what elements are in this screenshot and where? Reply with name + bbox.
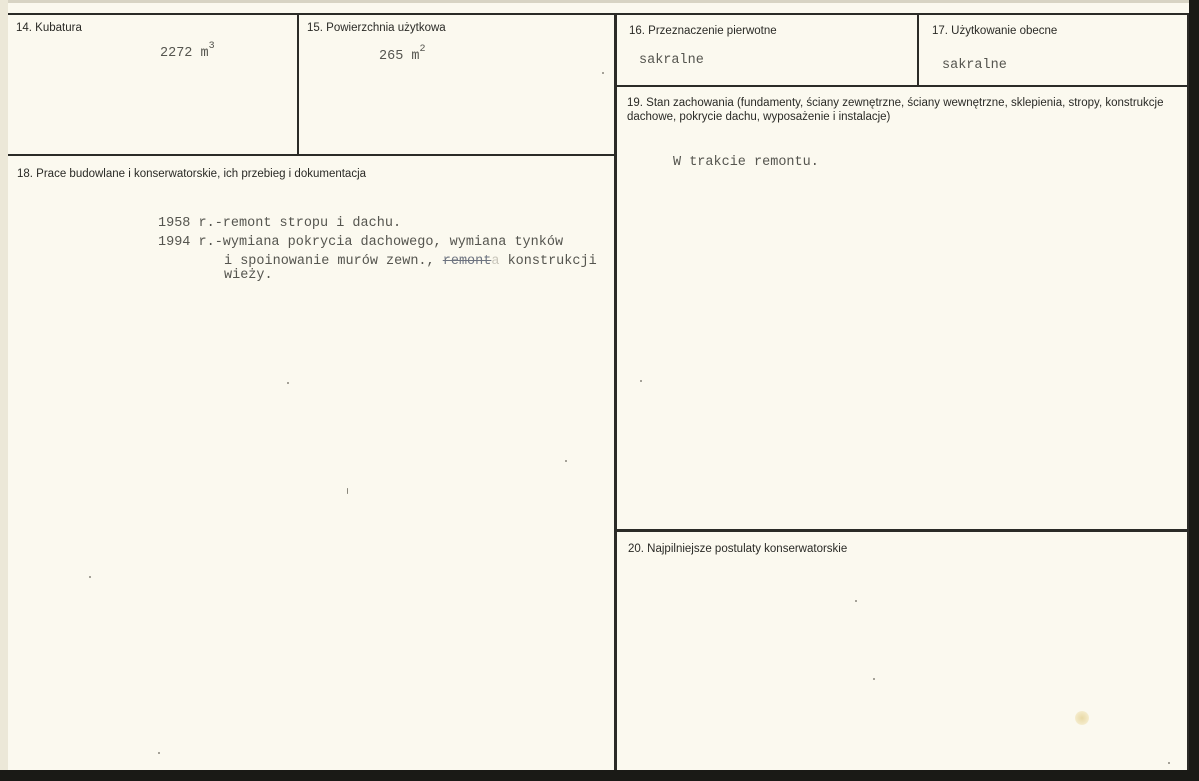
field-18-line-3-text: i spoinowanie murów zewn., [224,254,435,269]
field-18-line-3-end: konstrukcji [507,254,597,269]
field-16-label: 16. Przeznaczenie pierwotne [629,25,777,37]
paper-speck [287,382,289,384]
field-14-exponent: 3 [208,41,215,52]
field-15-exponent: 2 [419,44,426,55]
card-right-edge [1189,0,1199,781]
paper-speck [347,488,348,494]
rule-h-14-15-bottom [8,154,616,156]
field-17-label: 17. Użytkowanie obecne [932,25,1058,37]
paper-speck [1168,762,1170,764]
card-top-edge [0,0,1199,3]
card-bottom-edge [0,770,1199,781]
field-18-struck-word: remont [442,254,492,269]
rule-top [8,13,1189,15]
field-18-line-1: 1958 r.-remont stropu i dachu. [158,216,402,231]
field-19-label: 19. Stan zachowania (fundamenty, ściany zewnętrzne, ściany wewnętrzne, sklepienia, stropy, konstrukcje dachowe, pokrycie dachu, wyposażenie i instalacje) [627,97,1164,123]
rule-v-14-15 [297,13,299,156]
rule-h-16-17-bottom [614,85,1189,87]
paper-stain [1075,711,1089,725]
field-14-label: 14. Kubatura [16,22,82,34]
paper-speck [158,752,160,754]
card-left-edge [0,0,8,781]
field-18-line-4: wieży. [224,268,273,283]
paper-speck [873,678,875,680]
paper-speck [565,460,567,462]
field-18-label: 18. Prace budowlane i konserwatorskie, ich przebieg i dokumentacja [17,168,367,180]
field-19-value: W trakcie remontu. [673,155,819,170]
field-16-value: sakralne [639,53,704,68]
field-18-faint-letter: a [491,254,500,269]
rule-v-16-17 [917,13,919,86]
field-15-label: 15. Powierzchnia użytkowa [307,22,446,34]
field-18-line-2: 1994 r.-wymiana pokrycia dachowego, wymiana tynków [158,235,564,250]
rule-v-main [614,13,617,770]
paper-speck [855,600,857,602]
paper-speck [640,380,642,382]
field-15-value [379,44,426,66]
paper-speck [89,576,91,578]
rule-h-19-20 [614,529,1189,532]
paper-speck [602,72,604,74]
field-14-value [160,41,215,63]
field-17-value: sakralne [942,58,1007,73]
field-18-line-3 [224,253,597,271]
field-15-number: 265 m [379,49,420,64]
field-14-number: 2272 m [160,46,209,61]
field-20-label: 20. Najpilniejsze postulaty konserwatorskie [628,543,848,555]
